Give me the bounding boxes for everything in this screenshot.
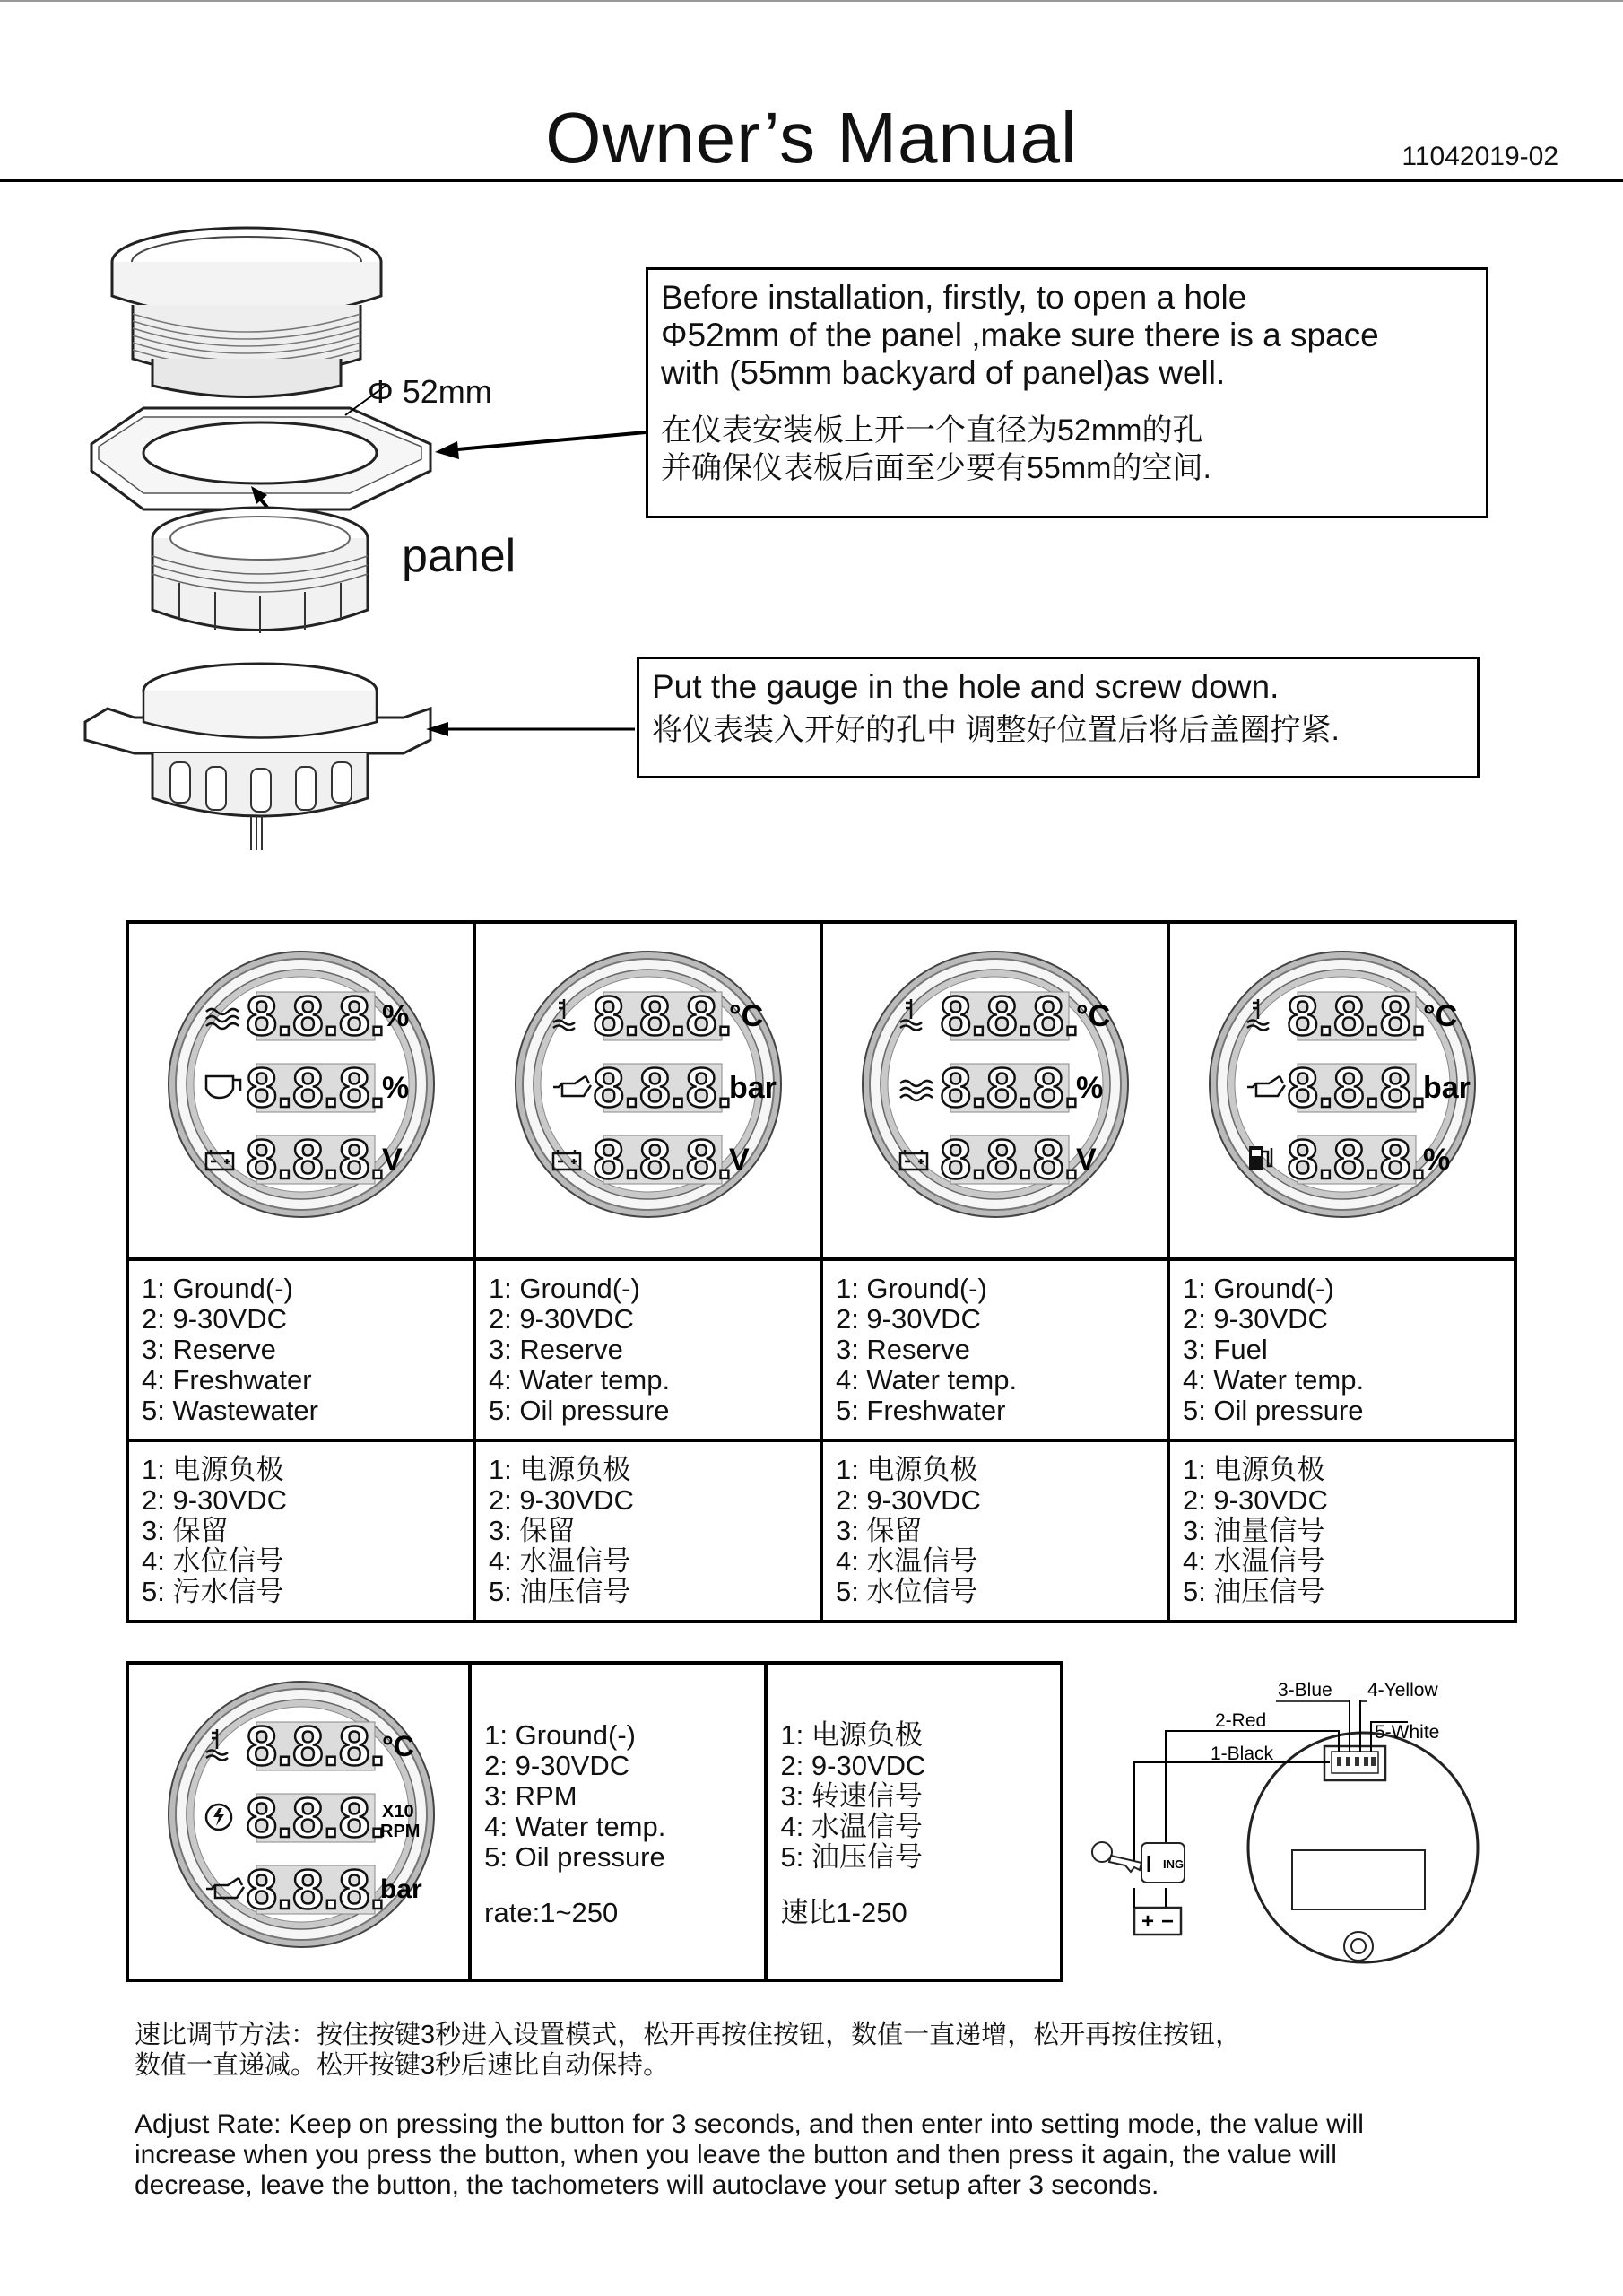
note2-en: Put the gauge in the hole and screw down.	[652, 668, 1280, 705]
note1-en-line: Before installation, firstly, to open a hole	[661, 279, 1247, 316]
en-line: decrease, leave the button, the tachometers will autoclave your setup after 3 seconds.	[135, 2170, 1159, 2200]
wire-item: 3: Fuel	[1182, 1334, 1268, 1365]
note1-en-line: Φ52mm of the panel ,make sure there is a space	[661, 317, 1379, 353]
wire-item: 2: 9-30VDC	[484, 1750, 630, 1781]
rear-wiring-diagram	[1089, 1673, 1484, 1969]
wire-item: 3: 转速信号	[780, 1780, 923, 1812]
gauge-face	[514, 945, 783, 1223]
unit-label: V	[1075, 1143, 1097, 1177]
wire-item: 4: 水温信号	[1182, 1545, 1325, 1577]
wire-item: 4: 水温信号	[835, 1545, 978, 1577]
gauge-cell	[127, 922, 474, 1259]
wire-item: 1: 电源负极	[142, 1454, 284, 1485]
wire-item: 1: Ground(-)	[1182, 1273, 1334, 1304]
ing-label: ING	[1163, 1857, 1185, 1871]
unit-label: °C	[382, 1730, 414, 1762]
lcd-readout: 8.8.8.	[1287, 986, 1427, 1048]
unit-label: %	[1422, 1143, 1451, 1177]
wire-item: 5: 油压信号	[780, 1841, 923, 1873]
gauge-face	[167, 945, 436, 1223]
wire-item: 3: 保留	[488, 1515, 576, 1546]
wire-item: 2: 9-30VDC	[488, 1484, 634, 1516]
gauge-cell	[1168, 922, 1515, 1259]
lcd-readout: 8.8.8.	[940, 1129, 1080, 1191]
wire-item: 3: RPM	[484, 1780, 577, 1812]
wire-item: 1: Ground(-)	[488, 1273, 640, 1304]
note1-zh-line: 在仪表安装板上开一个直径为52mm的孔	[661, 413, 1203, 448]
note2-zh: 将仪表装入开好的孔中 调整好位置后将后盖圈拧紧.	[652, 713, 1340, 747]
wire-item: 1: 电源负极	[1182, 1454, 1325, 1485]
wire-item: 4: Water temp.	[835, 1364, 1018, 1396]
blue-wire-label: 3-Blue	[1278, 1680, 1332, 1700]
tacho-wiring-zh-cell	[766, 1663, 1062, 1980]
wire-item: 5: Oil pressure	[488, 1395, 670, 1426]
wire-item: 2: 9-30VDC	[780, 1750, 926, 1781]
wire-item: 5: 污水信号	[142, 1576, 284, 1607]
wire-item: 5: Oil pressure	[1182, 1395, 1364, 1426]
display-window	[1292, 1850, 1425, 1909]
wire-item: 1: Ground(-)	[142, 1273, 293, 1304]
wire-item: 1: 电源负极	[835, 1454, 978, 1485]
installation-exploded-diagram	[72, 224, 681, 852]
lcd-readout: 8.8.8.	[593, 1129, 733, 1191]
en-line: increase when you press the button, when you leave the button and then press it again, the value will	[135, 2140, 1337, 2170]
top-rule	[0, 0, 1623, 2]
gauge-cell	[821, 922, 1168, 1259]
unit-label: °C	[1075, 999, 1111, 1033]
note1-zh-line: 并确保仪表板后面至少要有55mm的空间.	[661, 451, 1211, 485]
wire-item: 5: 油压信号	[488, 1576, 631, 1607]
wire-item: 4: 水温信号	[780, 1811, 923, 1842]
black-wire-label: 1-Black	[1211, 1744, 1274, 1764]
installation-note-2	[637, 657, 1480, 778]
lcd-readout: 8.8.8.	[246, 1787, 386, 1849]
gauge-wiring-table	[126, 920, 1517, 1623]
header-rule	[0, 179, 1623, 182]
wire-item: 1: Ground(-)	[484, 1719, 637, 1751]
unit-label: bar	[728, 1071, 777, 1105]
unit-label: RPM	[380, 1822, 421, 1841]
gauge-face	[167, 1675, 436, 1953]
rate-adjust-instructions-zh	[135, 2020, 1241, 2081]
gauge-bezel-illustration	[112, 228, 381, 397]
lock-ring-illustration	[152, 508, 368, 633]
wire-item: 2: 9-30VDC	[142, 1484, 287, 1516]
wire-item: 5: Wastewater	[142, 1395, 318, 1426]
lcd-readout: 8.8.8.	[940, 986, 1080, 1048]
wire-item: 3: Reserve	[488, 1334, 623, 1365]
zh-line: 数值一直递减。松开按键3秒后速比自动保持。	[135, 2051, 670, 2080]
wiring-zh-cell	[474, 1440, 821, 1622]
lcd-readout: 8.8.8.	[246, 1129, 386, 1191]
battery-plus: +	[1141, 1909, 1155, 1934]
wiring-zh-row	[127, 1440, 1515, 1622]
white-wire-label: 5-White	[1375, 1722, 1440, 1743]
yellow-wire-label: 4-Yellow	[1367, 1680, 1438, 1700]
tacho-wiring-en-cell	[470, 1663, 766, 1980]
lcd-readout: 8.8.8.	[246, 1716, 386, 1778]
document-number: 11042019-02	[1402, 142, 1558, 171]
lcd-readout: 8.8.8.	[1287, 1057, 1427, 1119]
wiring-en-cell	[821, 1259, 1168, 1440]
wire-item: 5: 油压信号	[1182, 1576, 1325, 1607]
wire-item: 1: Ground(-)	[835, 1273, 987, 1304]
rate-adjust-instructions-en	[135, 2109, 1364, 2201]
lcd-readout: 8.8.8.	[593, 1057, 733, 1119]
lcd-readout: 8.8.8.	[593, 986, 733, 1048]
unit-label: X10	[382, 1802, 414, 1822]
wire-item: 4: Water temp.	[1182, 1364, 1365, 1396]
wire-item: 1: 电源负极	[780, 1719, 923, 1751]
unit-label: °C	[728, 999, 764, 1033]
rate-zh: 速比1-250	[780, 1897, 907, 1928]
wire-item: 2: 9-30VDC	[142, 1303, 287, 1335]
page-title: Owner’s Manual	[545, 98, 1078, 178]
wire-item: 4: Water temp.	[488, 1364, 671, 1396]
gauge-cell	[474, 922, 821, 1259]
unit-label: %	[382, 999, 410, 1033]
lcd-readout: 8.8.8.	[246, 1859, 386, 1921]
wire-item: 3: 油量信号	[1182, 1515, 1325, 1546]
lcd-readout: 8.8.8.	[940, 1057, 1080, 1119]
wiring-zh-cell	[127, 1440, 474, 1622]
lcd-readout: 8.8.8.	[246, 986, 386, 1048]
unit-label: V	[728, 1143, 750, 1177]
lcd-readout: 8.8.8.	[246, 1057, 386, 1119]
wire-item: 2: 9-30VDC	[835, 1303, 981, 1335]
wire-item: 4: 水温信号	[488, 1545, 631, 1577]
wire-item: 4: Freshwater	[142, 1364, 312, 1396]
unit-label: bar	[1422, 1071, 1471, 1105]
assembled-gauge-illustration	[85, 664, 430, 850]
wire-item: 3: 保留	[142, 1515, 229, 1546]
diameter-label: Φ 52mm	[368, 373, 492, 410]
rate-en: rate:1~250	[484, 1897, 619, 1928]
panel-label: panel	[402, 530, 516, 582]
lcd-readout: 8.8.8.	[1287, 1129, 1427, 1191]
unit-label: %	[382, 1071, 410, 1105]
wire-item: 1: 电源负极	[488, 1454, 631, 1485]
unit-label: °C	[1422, 999, 1458, 1033]
wiring-en-row	[127, 1259, 1515, 1440]
gauge-row	[127, 922, 1515, 1259]
wire-item: 3: Reserve	[142, 1334, 276, 1365]
red-wire-label: 2-Red	[1215, 1710, 1267, 1731]
installation-note-1	[646, 267, 1488, 518]
wire-item: 5: 水位信号	[835, 1576, 978, 1607]
wire-item: 5: Freshwater	[835, 1395, 1006, 1426]
wire-item: 4: Water temp.	[484, 1811, 666, 1842]
wiring-en-cell	[474, 1259, 821, 1440]
wire-item: 2: 9-30VDC	[1182, 1303, 1328, 1335]
unit-label: V	[382, 1143, 403, 1177]
tacho-gauge-cell	[127, 1663, 470, 1980]
wire-item: 3: 保留	[835, 1515, 923, 1546]
en-line: Adjust Rate: Keep on pressing the button for 3 seconds, and then enter into setting mode, the value will	[135, 2109, 1364, 2139]
wire-item: 2: 9-30VDC	[835, 1484, 981, 1516]
wire-item: 2: 9-30VDC	[1182, 1484, 1328, 1516]
wire-item: 4: 水位信号	[142, 1545, 284, 1577]
wiring-zh-cell	[821, 1440, 1168, 1622]
tachometer-wiring-table	[126, 1661, 1063, 1982]
wire-item: 5: Oil pressure	[484, 1841, 665, 1873]
gauge-face	[1208, 945, 1477, 1223]
unit-label: %	[1075, 1071, 1104, 1105]
wiring-en-cell	[1168, 1259, 1515, 1440]
wiring-en-cell	[127, 1259, 474, 1440]
note1-en-line: with (55mm backyard of panel)as well.	[661, 354, 1226, 391]
battery-minus: −	[1161, 1909, 1175, 1934]
gauge-face	[861, 945, 1130, 1223]
wiring-zh-cell	[1168, 1440, 1515, 1622]
unit-label: bar	[380, 1874, 422, 1904]
zh-line: 速比调节方法：按住按键3秒进入设置模式，松开再按住按钮，数值一直递增，松开再按住按钮，	[135, 2021, 1242, 2049]
wire-item: 2: 9-30VDC	[488, 1303, 634, 1335]
wire-item: 3: Reserve	[835, 1334, 970, 1365]
